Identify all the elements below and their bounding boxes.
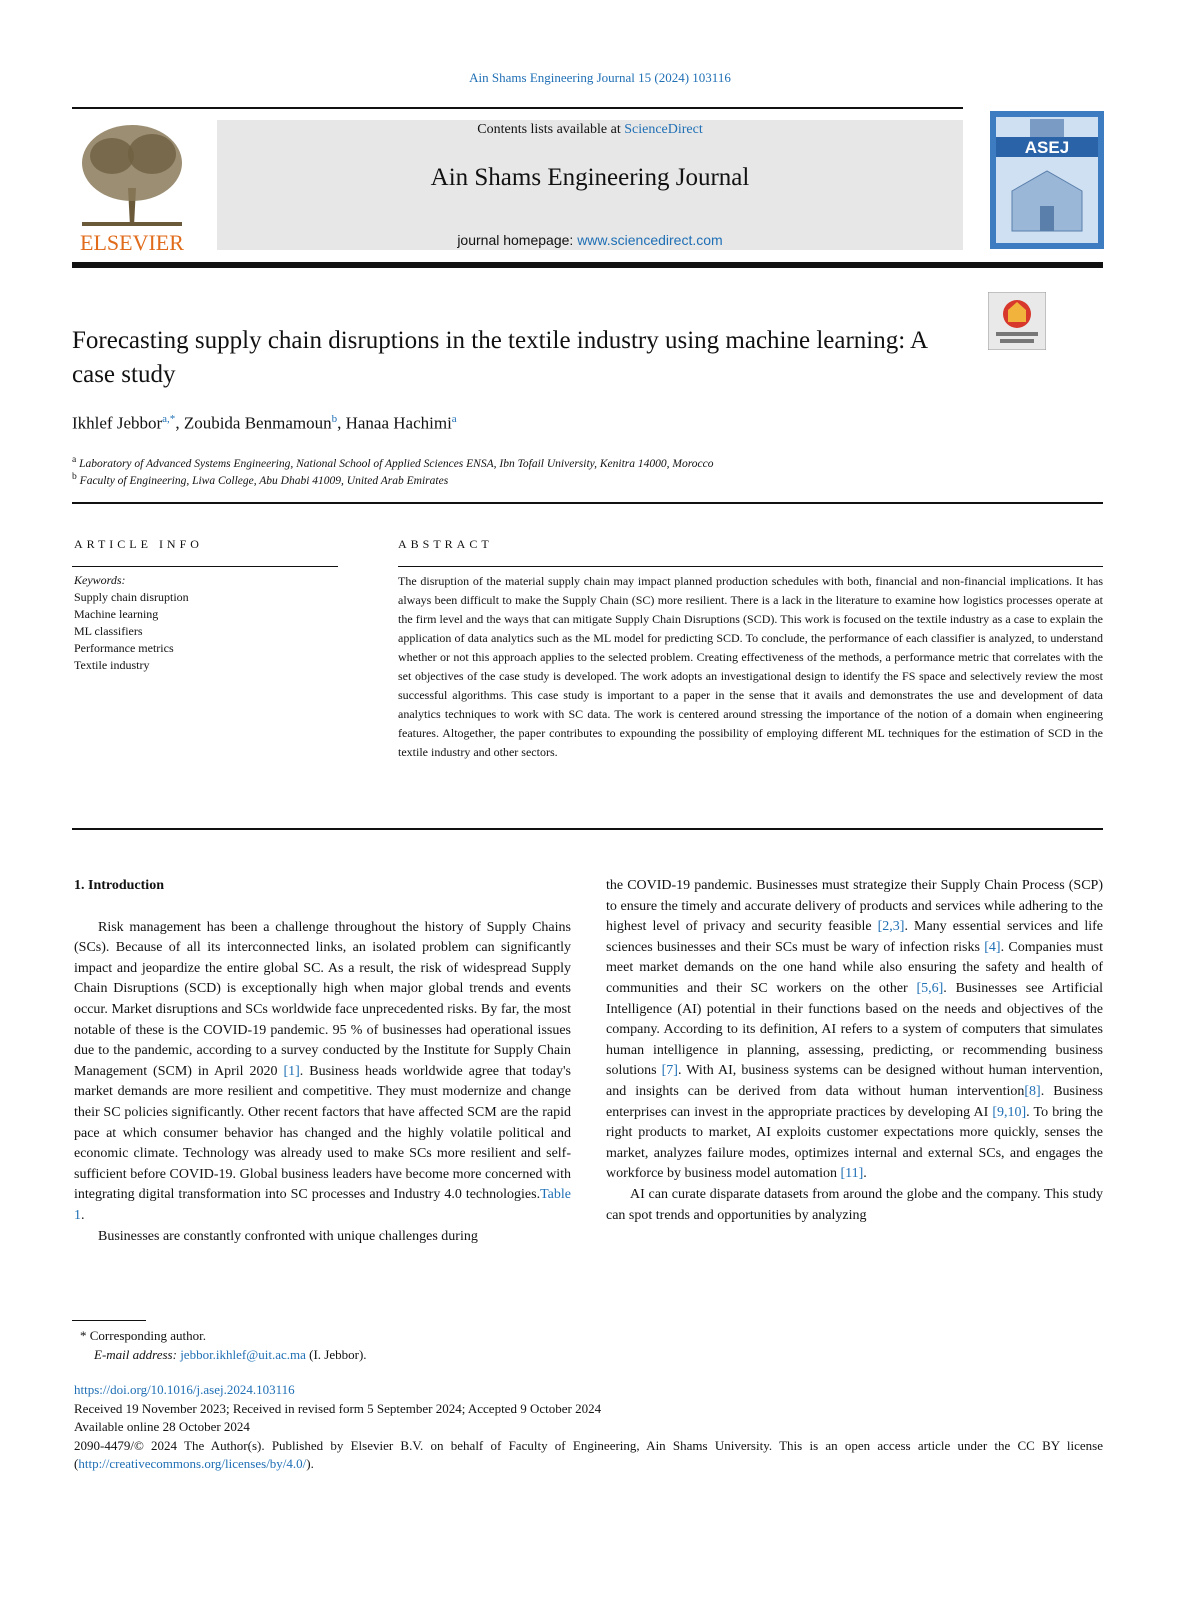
keywords-list [74, 572, 189, 674]
body-right-column [606, 876, 1103, 1226]
citation-link[interactable]: [11] [840, 1166, 864, 1182]
body-paragraph: the COVID-19 pandemic. Businesses must strategize their Supply Chain Process (SCP) to ensure the timely and accurate delivery of products and services while adhering to the highest level of privacy and security feasible [2,3]. Many essential services and life sciences businesses and their SCs must be wary of infection risks [4]. Companies must meet market demands on the one hand while also ensuring the safety and health of communities and their SC workers on the other [5,6]. Businesses see Artificial Intelligence (AI) potential in their functions based on the needs and objectives of the company. According to its definition, AI refers to a system of computers that simulates human intelligence in planning, assessing, predicting, or recommending business solutions [7]. With AI, business systems can be designed without human intervention, and insights can be derived from data without human intervention[8]. Business enterprises can invest in the appropriate practices by developing AI [9,10]. To bring the right products to market, AI exploits customer expectations more quickly, senses the market, analyzes failure modes, optimizes internal and external SCs, and engages the workforce by business model automation [11]. [606, 878, 1103, 1182]
article-metadata [74, 1381, 1103, 1474]
section-rule [72, 502, 1103, 504]
email-line: E-mail address: jebbor.ikhlef@uit.ac.ma (I. Jebbor). [94, 1347, 367, 1362]
banner-rule [72, 262, 1103, 268]
section-heading: 1. Introduction [74, 878, 164, 893]
elsevier-tree-icon [72, 118, 192, 256]
footnote-rule [72, 1320, 146, 1321]
citation-link[interactable]: [1] [283, 1063, 300, 1079]
journal-cover-image [990, 111, 1104, 249]
journal-title: Ain Shams Engineering Journal [430, 164, 750, 191]
cover-label: ASEJ [1024, 138, 1070, 157]
citation-link[interactable]: [2,3] [877, 919, 905, 935]
body-paragraph: AI can curate disparate datasets from around the globe and the company. This study can spot trends and opportunities by analyzing [606, 1186, 1103, 1223]
citation-link[interactable]: [4] [984, 939, 1001, 955]
author-name: Hanaa Hachimi [345, 413, 452, 433]
footnote [80, 1326, 367, 1364]
crossmark-icon [988, 292, 1046, 350]
sciencedirect-link[interactable]: ScienceDirect [624, 122, 703, 137]
author-affiliation-mark[interactable]: b [331, 413, 338, 425]
cover-icon [990, 111, 1104, 249]
header-rule [72, 107, 963, 109]
keyword: ML classifiers [74, 624, 143, 638]
body-paragraph: Businesses are constantly confronted with unique challenges during [98, 1228, 478, 1244]
citation-link[interactable]: [8] [1024, 1083, 1041, 1099]
citation-link[interactable]: [7] [661, 1063, 678, 1079]
keywords-label: Keywords: [74, 573, 126, 587]
article-info-heading: ARTICLE INFO [74, 537, 203, 551]
abstract-text: The disruption of the material supply chain may impact planned production schedules with both, financial and non-financial implications. It has always been difficult to make the Supply Chain (SC) more resilient. There is a lack in the literature to examine how logistics processes operate at the firm level and the ways that can mitigate Supply Chain Disruptions (SCD). This work is focused on the textile industry as a case to explain the application of data analytics such as the ML model for predicting SCD. To conclude, the performance of each classifier is analyzed, to understand whether or not this approach applies to the selected problem. Creating effectiveness of the methods, a performance metric that correlates with the set objectives of the case study is developed. The work adopts an investigational design to identify the FS space and selectively review the most successful algorithms. This case study is important to a paper in the sense that it avails and demonstrates the use and development of data analytics techniques to work with SC data. The work is centered around stressing the importance of the notion of a domain when engineering features. Altogether, the paper contributes to expounding the possibility of employing different ML techniques for the estimation of SCD in the textile industry and other sectors. [398, 574, 1103, 759]
affiliation: $^a$ Laboratory of Advanced Systems Engineering, National School of Applied Sciences ENSA, Ibn Tofail University, Kenitra 14000, Morocco [72, 454, 714, 470]
author-affiliation-mark[interactable]: a,* [162, 413, 176, 425]
running-head[interactable]: Ain Shams Engineering Journal 15 (2024) 103116 [469, 70, 731, 85]
keyword: Performance metrics [74, 641, 174, 655]
contents-line: Contents lists available at ScienceDirect [477, 122, 703, 137]
section-rule [72, 828, 1103, 830]
keyword: Machine learning [74, 607, 159, 621]
doi-link[interactable]: https://doi.org/10.1016/j.asej.2024.103116 [74, 1382, 295, 1397]
keyword: Supply chain disruption [74, 590, 189, 604]
publisher-logo-text: ELSEVIER [80, 230, 184, 255]
journal-banner [217, 120, 963, 250]
available-online: Available online 28 October 2024 [74, 1419, 250, 1434]
citation-link[interactable]: [9,10] [992, 1104, 1027, 1120]
affiliation: $^b$ Faculty of Engineering, Liwa College, Abu Dhabi 41009, United Arab Emirates [72, 471, 449, 487]
article-info-rule [72, 566, 338, 567]
elsevier-logo [72, 118, 192, 256]
homepage-link[interactable]: www.sciencedirect.com [577, 232, 723, 248]
corresponding-author-note: * Corresponding author. [80, 1328, 207, 1343]
author-name: Ikhlef Jebbor [72, 413, 163, 433]
body-paragraph: Risk management has been a challenge throughout the history of Supply Chains (SCs). Because of all its interconnected links, an isolated problem can significantly impact and jeopardize the entire global SC. As a result, the risk of widespread Supply Chain Disruptions (SCD) is exceptionally high when major global trends and events occur. Market disruptions and SCs worldwide face unprecedented risks. By far, the most notable of these is the COVID-19 pandemic. 95 % of businesses had operational issues due to the pandemic, according to a survey conducted by the Institute for Supply Chain Management (SCM) in April 2020 [1]. Business heads worldwide agree that today's market demands are more resilient and competitive. They must modernize and change their SC policies significantly. Other recent factors that have affected SCM are the rapid pace at which consumer behavior has changed and the highly volatile political and economic climate. Technology was already used to make SCs more resilient and self-sufficient before COVID-19. Global business leaders have become more concerned with integrating digital transformation into SC processes and Industry 4.0 technologies.Table 1. [74, 919, 571, 1223]
license-text: 2090-4479/© 2024 The Author(s). Published by Elsevier B.V. on behalf of Faculty of Engineering, Ain Shams University. This is an open access article under the CC BY license (http://creativecommons.org/licenses/by/4.0/). [74, 1437, 1103, 1471]
author-name: Zoubida Benmamoun [183, 413, 332, 433]
article-title: Forecasting supply chain disruptions in the textile industry using machine learning: A case study [72, 327, 927, 388]
received-dates: Received 19 November 2023; Received in revised form 5 September 2024; Accepted 9 October 2024 [74, 1400, 602, 1416]
homepage-line: journal homepage: www.sciencedirect.com [457, 232, 723, 248]
body-left-column [74, 876, 571, 1247]
abstract-rule [398, 566, 1103, 567]
license-link[interactable]: http://creativecommons.org/licenses/by/4.0/ [78, 1456, 307, 1471]
author-list: Ikhlef Jebbor$^{a,*}$, Zoubida Benmamoun$^b$, Hanaa Hachimi$^a$ [72, 413, 457, 433]
check-for-updates-badge[interactable] [988, 292, 1046, 350]
keyword: Textile industry [74, 658, 150, 672]
email-link[interactable]: jebbor.ikhlef@uit.ac.ma [180, 1347, 306, 1362]
table-link[interactable]: Table 1 [74, 1187, 571, 1223]
abstract-heading: ABSTRACT [398, 537, 493, 551]
author-affiliation-mark[interactable]: a [451, 413, 457, 425]
citation-link[interactable]: [5,6] [916, 980, 944, 996]
